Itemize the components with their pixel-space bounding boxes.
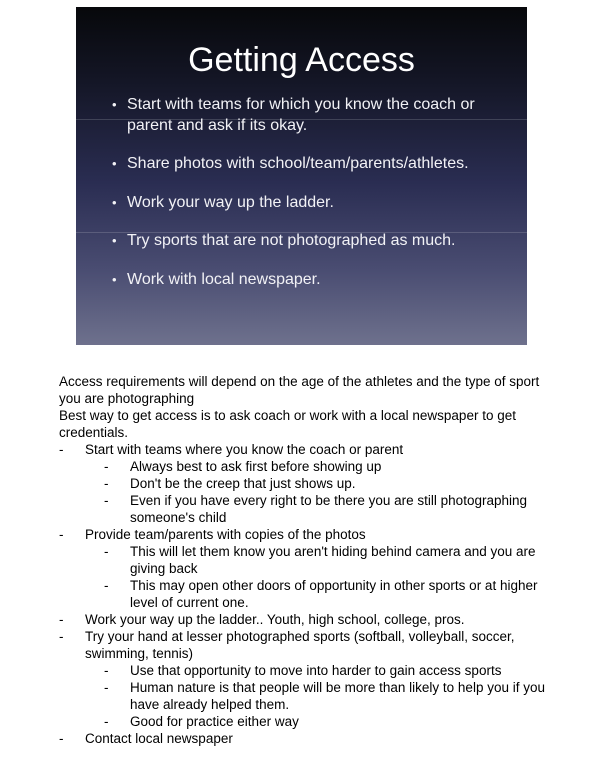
slide-bullet: • Start with teams for which you know the coach or parent and ask if its okay. [112,94,492,136]
list-item-text: Try your hand at lesser photographed sports (softball, volleyball, soccer, swimming, tennis) [85,629,515,661]
list-item-text: Provide team/parents with copies of the photos [85,527,366,542]
dash-bullet: - [59,612,64,627]
sub-list-item [59,492,559,526]
sub-list-item [59,475,559,492]
dash-bullet: - [104,544,109,559]
list-item [59,526,559,543]
dash-bullet: - [104,680,109,695]
slide-bullet: • Work with local newspaper. [112,269,492,290]
list-item-text: Contact local newspaper [85,731,233,746]
slide-bullet: • Share photos with school/team/parents/athletes. [112,153,492,174]
dash-bullet: - [104,714,109,729]
dash-bullet: - [104,476,109,491]
sub-item-text: This may open other doors of opportunity in other sports or at higher level of current one. [130,578,538,610]
sub-item-text: Even if you have every right to be there you are still photographing someone's child [130,493,527,525]
slide-image [76,7,527,345]
list-item-text: Work your way up the ladder.. Youth, high school, college, pros. [85,612,465,627]
sub-list-item [59,458,559,475]
notes-paragraph: Best way to get access is to ask coach or work with a local newspaper to get credentials. [59,408,516,440]
sub-list-item [59,713,559,730]
sub-list-item [59,662,559,679]
sub-list-item [59,679,559,713]
slide-bullet: • Work your way up the ladder. [112,192,492,213]
sub-item-text: Don't be the creep that just shows up. [130,476,356,491]
sub-item-text: Use that opportunity to move into harder to gain access sports [130,663,502,678]
slide-bullet: • Try sports that are not photographed as much. [112,230,492,251]
notes-paragraph: Access requirements will depend on the age of the athletes and the type of sport you are photographing [59,374,540,406]
list-item [59,628,559,662]
dash-bullet: - [59,442,64,457]
dash-bullet: - [59,629,64,644]
slide-title: Getting Access [188,41,415,79]
sub-list-item [59,577,559,611]
dash-bullet: - [59,527,64,542]
sub-list-item [59,543,559,577]
sub-item-text: Good for practice either way [130,714,299,729]
list-item-text: Start with teams where you know the coach or parent [85,442,404,457]
notes-body [59,373,559,747]
list-item [59,730,559,747]
sub-item-text: Always best to ask first before showing up [130,459,382,474]
sub-item-text: Human nature is that people will be more than likely to help you if you have already helped them. [130,680,545,712]
dash-bullet: - [104,663,109,678]
sub-item-text: This will let them know you aren't hiding behind camera and you are giving back [130,544,536,576]
dash-bullet: - [59,731,64,746]
list-item [59,611,559,628]
dash-bullet: - [104,578,109,593]
dash-bullet: - [104,459,109,474]
dash-bullet: - [104,493,109,508]
list-item [59,441,559,458]
